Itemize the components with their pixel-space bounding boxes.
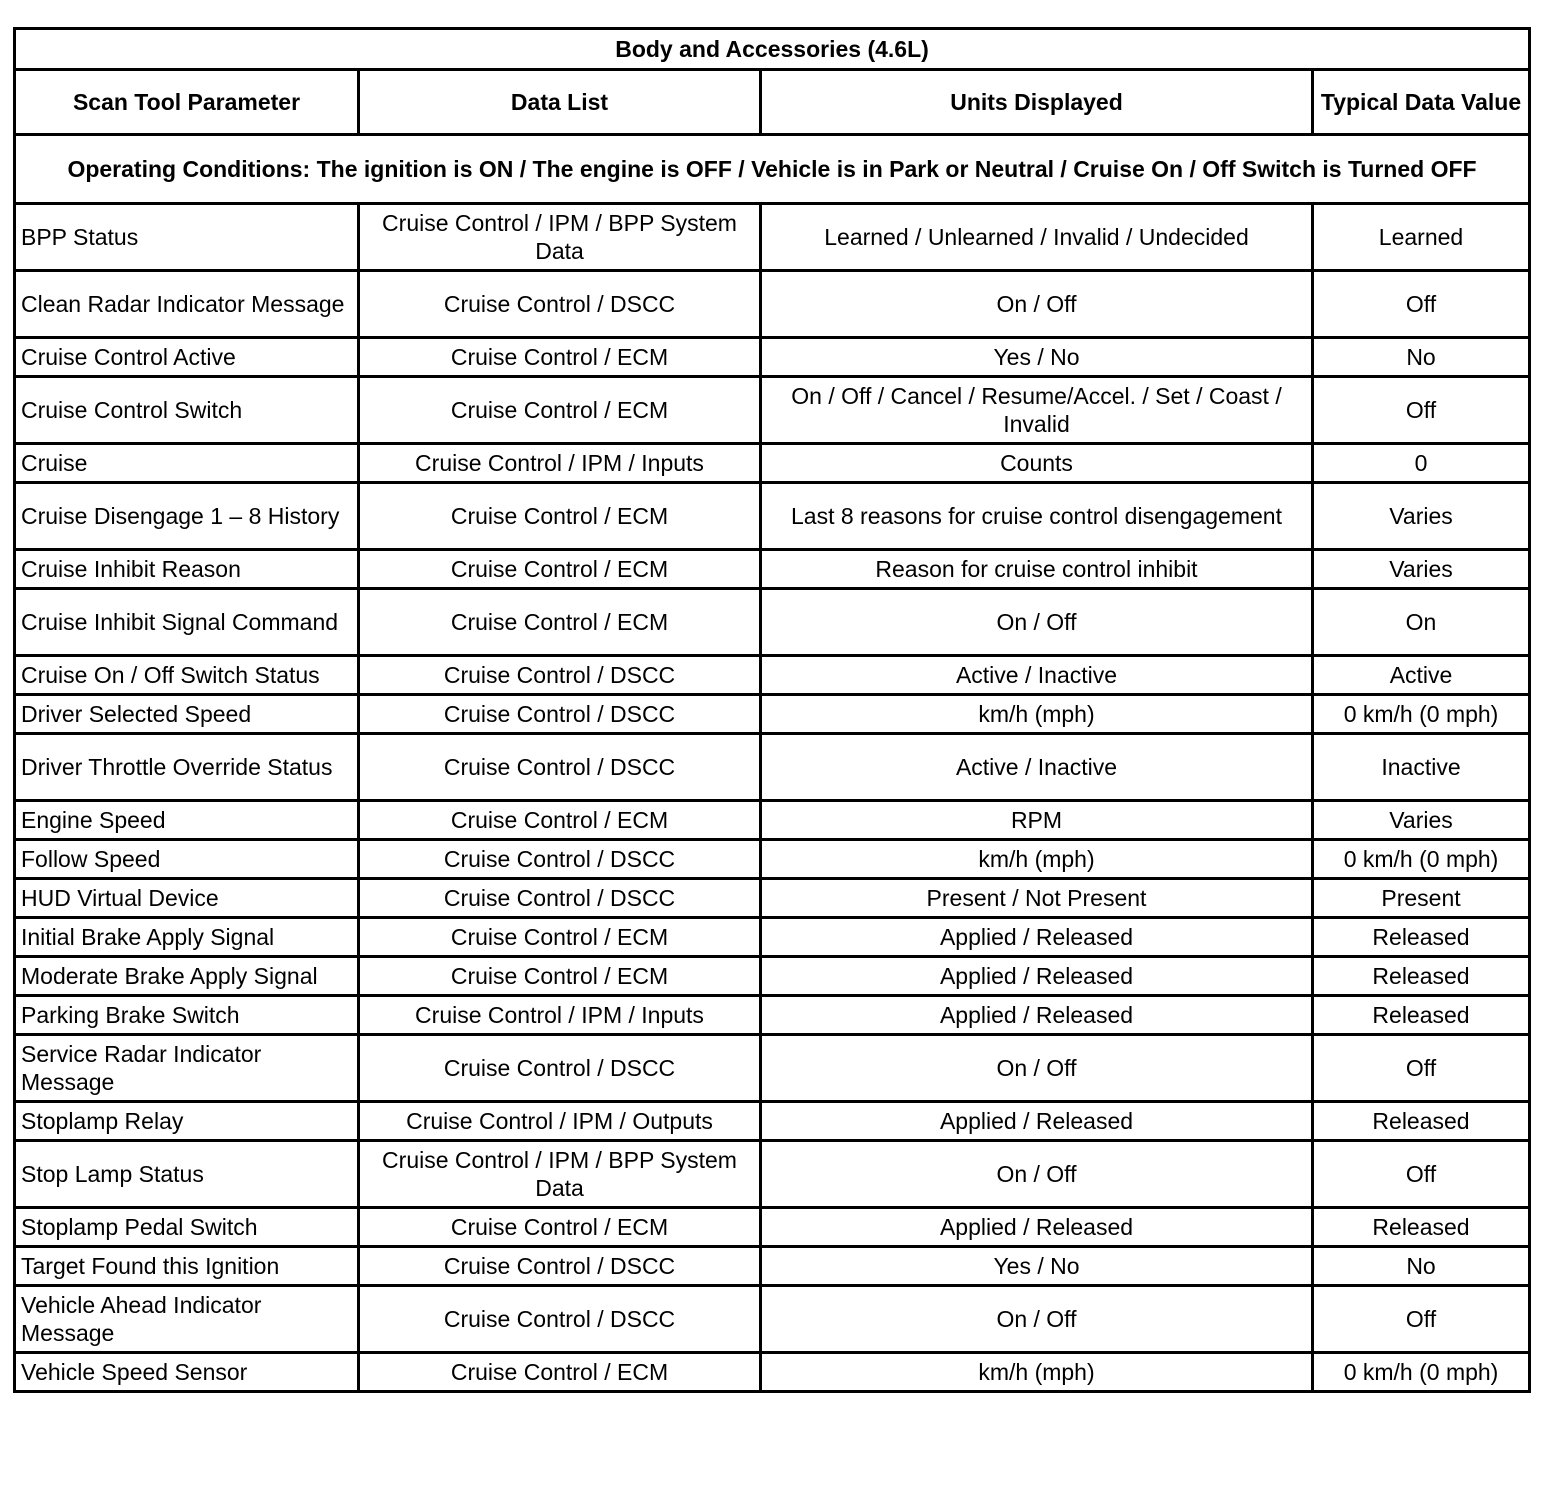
table-row [15, 1035, 1530, 1102]
cell-typical-value: Off [1313, 377, 1530, 444]
cell-units: km/h (mph) [761, 695, 1313, 734]
cell-units: On / Off [761, 271, 1313, 338]
cell-parameter: Stoplamp Relay [15, 1102, 359, 1141]
table-row [15, 338, 1530, 377]
cell-units: Active / Inactive [761, 734, 1313, 801]
cell-typical-value: Released [1313, 1102, 1530, 1141]
cell-parameter: Moderate Brake Apply Signal [15, 957, 359, 996]
cell-parameter: Stoplamp Pedal Switch [15, 1208, 359, 1247]
cell-data-list: Cruise Control / ECM [359, 338, 761, 377]
table-row [15, 1102, 1530, 1141]
table-row [15, 801, 1530, 840]
cell-parameter: Vehicle Ahead Indicator Message [15, 1286, 359, 1353]
cell-units: Applied / Released [761, 1102, 1313, 1141]
cell-data-list: Cruise Control / DSCC [359, 734, 761, 801]
cell-parameter: Driver Selected Speed [15, 695, 359, 734]
body-accessories-table [13, 27, 1531, 1393]
table-row [15, 695, 1530, 734]
cell-units: Applied / Released [761, 918, 1313, 957]
table-body [15, 204, 1530, 1392]
cell-data-list: Cruise Control / DSCC [359, 656, 761, 695]
operating-conditions-row [15, 135, 1530, 204]
cell-parameter: Follow Speed [15, 840, 359, 879]
cell-data-list: Cruise Control / DSCC [359, 1035, 761, 1102]
cell-typical-value: Varies [1313, 801, 1530, 840]
header-typical-data-value: Typical Data Value [1313, 70, 1530, 135]
cell-parameter: Vehicle Speed Sensor [15, 1353, 359, 1392]
cell-units: Yes / No [761, 1247, 1313, 1286]
cell-parameter: Cruise [15, 444, 359, 483]
cell-data-list: Cruise Control / ECM [359, 483, 761, 550]
cell-units: Active / Inactive [761, 656, 1313, 695]
cell-data-list: Cruise Control / ECM [359, 550, 761, 589]
cell-parameter: Cruise Inhibit Reason [15, 550, 359, 589]
cell-typical-value: Off [1313, 1035, 1530, 1102]
cell-parameter: Driver Throttle Override Status [15, 734, 359, 801]
cell-typical-value: Released [1313, 918, 1530, 957]
table-title-row [15, 29, 1530, 70]
cell-units: On / Off [761, 1286, 1313, 1353]
cell-data-list: Cruise Control / DSCC [359, 1286, 761, 1353]
cell-parameter: Clean Radar Indicator Message [15, 271, 359, 338]
table-row [15, 957, 1530, 996]
cell-parameter: Target Found this Ignition [15, 1247, 359, 1286]
cell-typical-value: Off [1313, 271, 1530, 338]
cell-parameter: Cruise Control Active [15, 338, 359, 377]
cell-units: Learned / Unlearned / Invalid / Undecided [761, 204, 1313, 271]
cell-data-list: Cruise Control / ECM [359, 801, 761, 840]
cell-parameter: Initial Brake Apply Signal [15, 918, 359, 957]
table-row [15, 734, 1530, 801]
cell-units: RPM [761, 801, 1313, 840]
cell-units: On / Off [761, 589, 1313, 656]
table-row [15, 879, 1530, 918]
cell-typical-value: 0 km/h (0 mph) [1313, 695, 1530, 734]
cell-typical-value: Off [1313, 1141, 1530, 1208]
cell-data-list: Cruise Control / DSCC [359, 1247, 761, 1286]
cell-parameter: BPP Status [15, 204, 359, 271]
table-row [15, 996, 1530, 1035]
cell-data-list: Cruise Control / IPM / Inputs [359, 444, 761, 483]
cell-typical-value: 0 km/h (0 mph) [1313, 840, 1530, 879]
cell-typical-value: No [1313, 338, 1530, 377]
header-units-displayed: Units Displayed [761, 70, 1313, 135]
cell-data-list: Cruise Control / IPM / BPP System Data [359, 204, 761, 271]
cell-typical-value: Varies [1313, 550, 1530, 589]
cell-data-list: Cruise Control / DSCC [359, 840, 761, 879]
table-row [15, 1208, 1530, 1247]
cell-parameter: Parking Brake Switch [15, 996, 359, 1035]
table-row [15, 1286, 1530, 1353]
cell-parameter: HUD Virtual Device [15, 879, 359, 918]
cell-units: Present / Not Present [761, 879, 1313, 918]
cell-data-list: Cruise Control / ECM [359, 377, 761, 444]
cell-parameter: Cruise Control Switch [15, 377, 359, 444]
cell-typical-value: No [1313, 1247, 1530, 1286]
table-row [15, 444, 1530, 483]
cell-parameter: Engine Speed [15, 801, 359, 840]
cell-units: Yes / No [761, 338, 1313, 377]
table-title: Body and Accessories (4.6L) [15, 29, 1530, 70]
cell-typical-value: Present [1313, 879, 1530, 918]
cell-data-list: Cruise Control / DSCC [359, 271, 761, 338]
cell-typical-value: 0 km/h (0 mph) [1313, 1353, 1530, 1392]
table-row [15, 840, 1530, 879]
table-row [15, 204, 1530, 271]
table-row [15, 1247, 1530, 1286]
cell-units: Last 8 reasons for cruise control disengagement [761, 483, 1313, 550]
cell-typical-value: Released [1313, 957, 1530, 996]
cell-data-list: Cruise Control / DSCC [359, 879, 761, 918]
table-row [15, 271, 1530, 338]
cell-units: Reason for cruise control inhibit [761, 550, 1313, 589]
cell-data-list: Cruise Control / IPM / Inputs [359, 996, 761, 1035]
cell-units: Applied / Released [761, 996, 1313, 1035]
table-row [15, 1353, 1530, 1392]
cell-units: On / Off [761, 1035, 1313, 1102]
cell-units: On / Off [761, 1141, 1313, 1208]
header-scan-tool-parameter: Scan Tool Parameter [15, 70, 359, 135]
cell-units: Applied / Released [761, 1208, 1313, 1247]
cell-data-list: Cruise Control / ECM [359, 1353, 761, 1392]
header-data-list: Data List [359, 70, 761, 135]
cell-units: km/h (mph) [761, 840, 1313, 879]
cell-data-list: Cruise Control / ECM [359, 1208, 761, 1247]
cell-data-list: Cruise Control / ECM [359, 589, 761, 656]
table-row [15, 918, 1530, 957]
cell-typical-value: Released [1313, 996, 1530, 1035]
cell-parameter: Cruise Disengage 1 – 8 History [15, 483, 359, 550]
cell-typical-value: On [1313, 589, 1530, 656]
operating-conditions: Operating Conditions: The ignition is ON / The engine is OFF / Vehicle is in Park or Neutral / Cruise On / Off Switch is Turned OFF [15, 135, 1530, 204]
cell-parameter: Service Radar Indicator Message [15, 1035, 359, 1102]
cell-units: On / Off / Cancel / Resume/Accel. / Set / Coast / Invalid [761, 377, 1313, 444]
cell-typical-value: Active [1313, 656, 1530, 695]
cell-typical-value: 0 [1313, 444, 1530, 483]
cell-data-list: Cruise Control / IPM / BPP System Data [359, 1141, 761, 1208]
cell-units: Applied / Released [761, 957, 1313, 996]
table-header-row [15, 70, 1530, 135]
table-row [15, 589, 1530, 656]
cell-typical-value: Inactive [1313, 734, 1530, 801]
cell-typical-value: Varies [1313, 483, 1530, 550]
cell-typical-value: Off [1313, 1286, 1530, 1353]
cell-parameter: Stop Lamp Status [15, 1141, 359, 1208]
cell-units: Counts [761, 444, 1313, 483]
table-row [15, 1141, 1530, 1208]
table-row [15, 377, 1530, 444]
table-row [15, 656, 1530, 695]
table-row [15, 483, 1530, 550]
cell-units: km/h (mph) [761, 1353, 1313, 1392]
cell-data-list: Cruise Control / ECM [359, 957, 761, 996]
cell-data-list: Cruise Control / IPM / Outputs [359, 1102, 761, 1141]
cell-parameter: Cruise Inhibit Signal Command [15, 589, 359, 656]
table-row [15, 550, 1530, 589]
cell-parameter: Cruise On / Off Switch Status [15, 656, 359, 695]
cell-data-list: Cruise Control / DSCC [359, 695, 761, 734]
cell-typical-value: Learned [1313, 204, 1530, 271]
cell-data-list: Cruise Control / ECM [359, 918, 761, 957]
cell-typical-value: Released [1313, 1208, 1530, 1247]
